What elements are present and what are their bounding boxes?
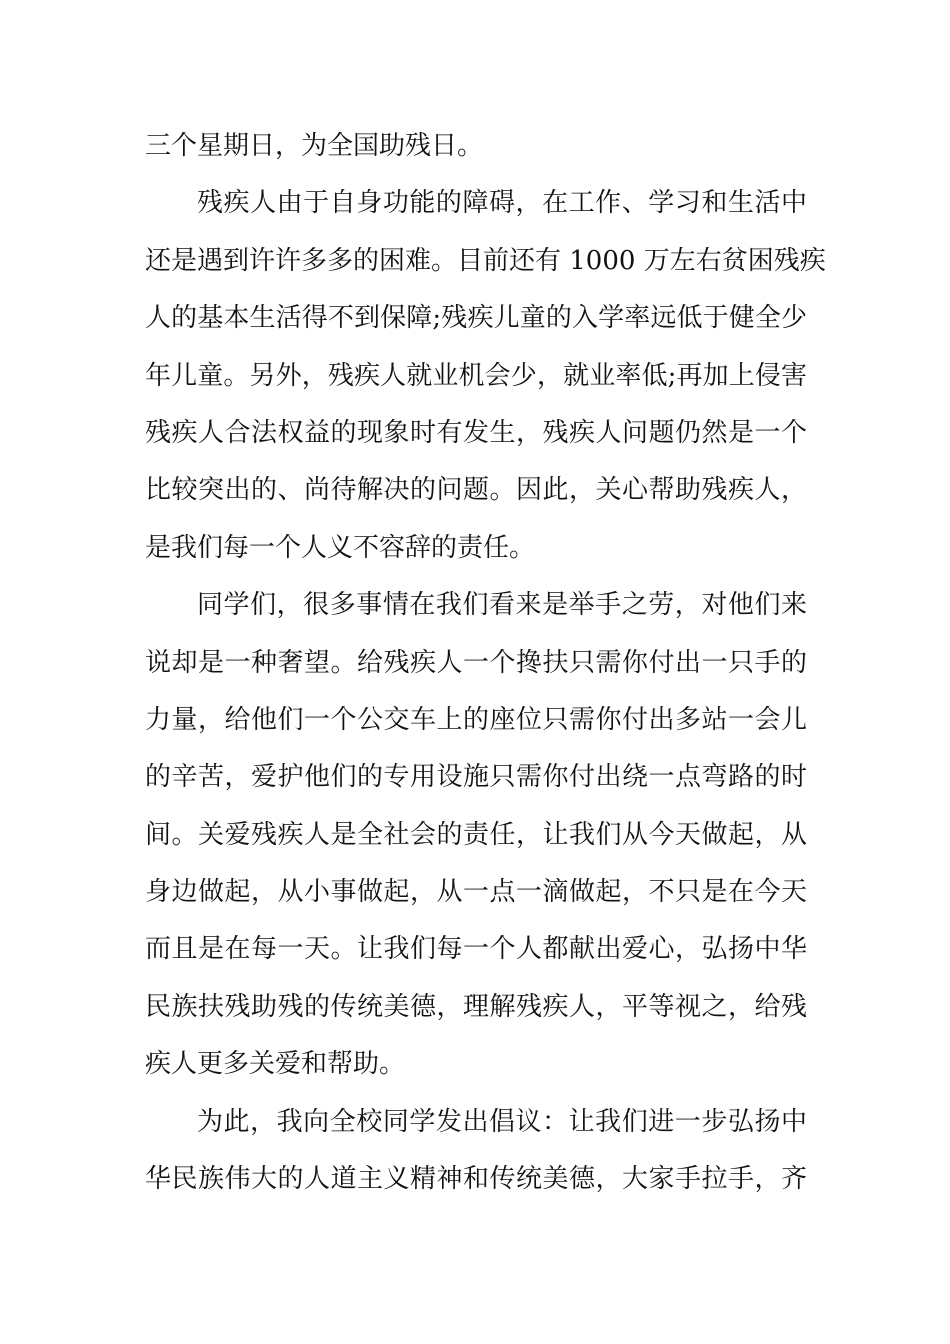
text-line: 残疾人由于自身功能的障碍，在工作、学习和生活中: [197, 188, 807, 219]
text-line: 三个星期日，为全国助残日。: [145, 131, 484, 161]
text-line: 残疾人合法权益的现象时有发生，残疾人问题仍然是一个: [145, 417, 807, 448]
text-line: 间。关爱残疾人是全社会的责任，让我们从今天做起，从: [145, 819, 807, 850]
text-line: 年儿童。另外，残疾人就业机会少，就业率低;再加上侵害: [145, 360, 807, 391]
text-line: 疾人更多关爱和帮助。: [145, 1049, 406, 1080]
text-line: 说却是一种奢望。给残疾人一个搀扶只需你付出一只手的: [145, 647, 807, 678]
text-line: 民族扶残助残的传统美德，理解残疾人，平等视之，给残: [145, 991, 807, 1022]
text-line: 是我们每一个人义不容辞的责任。: [145, 532, 536, 563]
text-line: 力量，给他们一个公交车上的座位只需你付出多站一会儿: [145, 704, 807, 735]
text-line: 为此，我向全校同学发出倡议：让我们进一步弘扬中: [197, 1106, 807, 1137]
text-line: 的辛苦，爱护他们的专用设施只需你付出绕一点弯路的时: [145, 762, 807, 793]
text-line: 人的基本生活得不到保障;残疾儿童的入学率远低于健全少: [145, 303, 807, 334]
text-line: 华民族伟大的人道主义精神和传统美德，大家手拉手，齐: [145, 1164, 807, 1195]
text-line: 而且是在每一天。让我们每一个人都献出爱心，弘扬中华: [145, 934, 807, 965]
text-line: 身边做起，从小事做起，从一点一滴做起，不只是在今天: [145, 877, 807, 908]
text-line: 还是遇到许许多多的困难。目前还有 1000 万左右贫困残疾: [145, 245, 826, 276]
text-line: 比较突出的、尚待解决的问题。因此，关心帮助残疾人，: [145, 475, 807, 506]
text-line: 同学们，很多事情在我们看来是举手之劳，对他们来: [197, 590, 807, 621]
body-text: [145, 118, 826, 1208]
